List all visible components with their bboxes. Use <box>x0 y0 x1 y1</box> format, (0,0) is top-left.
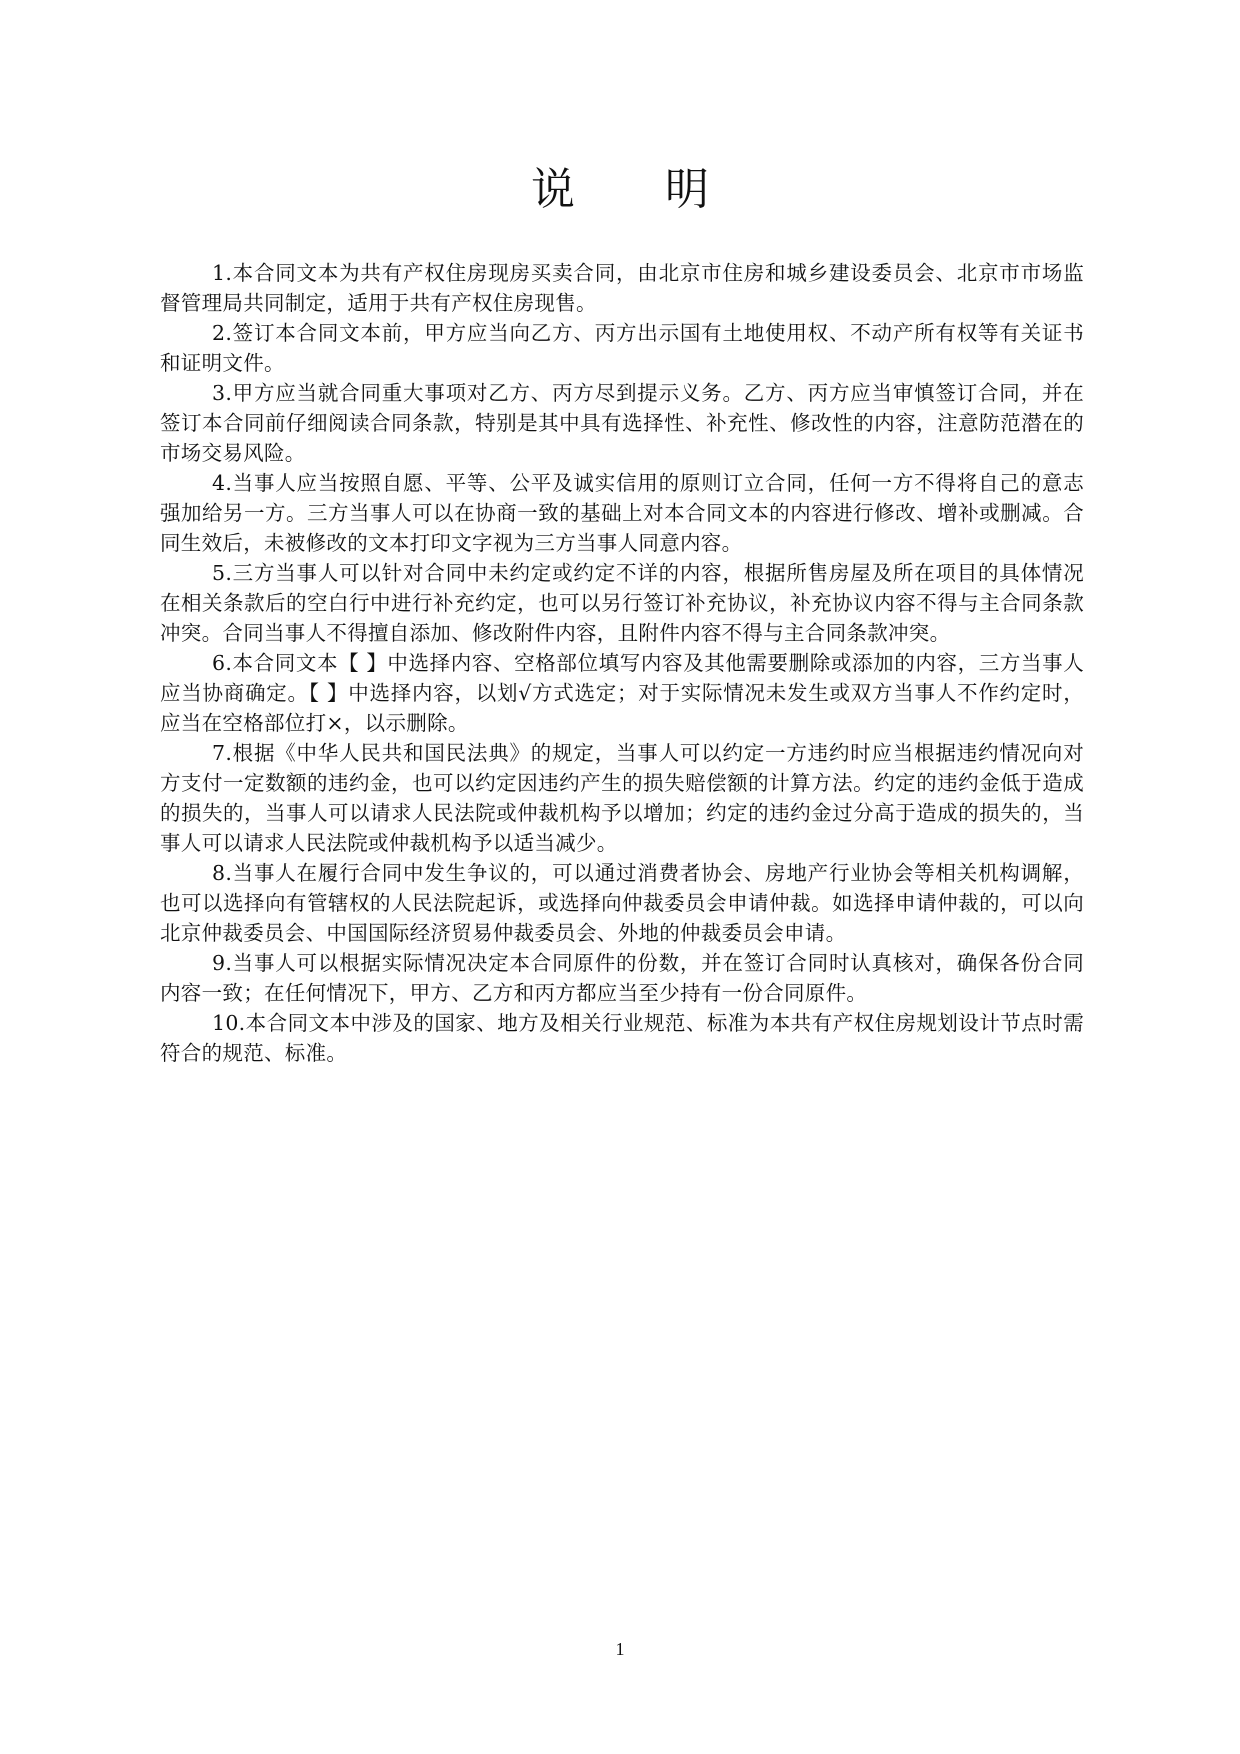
instruction-item-2: 2.签订本合同文本前，甲方应当向乙方、丙方出示国有土地使用权、不动产所有权等有关证书和证明文件。 <box>160 321 1084 375</box>
instruction-item-10: 10.本合同文本中涉及的国家、地方及相关行业规范、标准为本共有产权住房规划设计节点时需符合的规范、标准。 <box>160 1011 1084 1065</box>
instruction-item-8: 8.当事人在履行合同中发生争议的，可以通过消费者协会、房地产行业协会等相关机构调解，也可以选择向有管辖权的人民法院起诉，或选择向仲裁委员会申请仲裁。如选择申请仲裁的，可以向北京仲裁委员会、中国国际经济贸易仲裁委员会、外地的仲裁委员会申请。 <box>160 861 1084 945</box>
instruction-item-6: 6.本合同文本【 】中选择内容、空格部位填写内容及其他需要删除或添加的内容，三方当事人应当协商确定。【 】中选择内容，以划√方式选定；对于实际情况未发生或双方当事人不作约定时，应当在空格部位打×，以示删除。 <box>160 651 1084 735</box>
instructions-list <box>160 258 1084 1068</box>
instruction-item-4: 4.当事人应当按照自愿、平等、公平及诚实信用的原则订立合同，任何一方不得将自己的意志强加给另一方。三方当事人可以在协商一致的基础上对本合同文本的内容进行修改、增补或删减。合同生效后，未被修改的文本打印文字视为三方当事人同意内容。 <box>160 471 1084 555</box>
instruction-item-1: 1.本合同文本为共有产权住房现房买卖合同，由北京市住房和城乡建设委员会、北京市市场监督管理局共同制定，适用于共有产权住房现售。 <box>160 261 1084 315</box>
instruction-item-7: 7.根据《中华人民共和国民法典》的规定，当事人可以约定一方违约时应当根据违约情况向对方支付一定数额的违约金，也可以约定因违约产生的损失赔偿额的计算方法。约定的违约金低于造成的损失的，当事人可以请求人民法院或仲裁机构予以增加；约定的违约金过分高于造成的损失的，当事人可以请求人民法院或仲裁机构予以适当减少。 <box>160 741 1084 855</box>
document-title: 说 明 <box>531 164 747 215</box>
instruction-item-9: 9.当事人可以根据实际情况决定本合同原件的份数，并在签订合同时认真核对，确保各份合同内容一致；在任何情况下，甲方、乙方和丙方都应当至少持有一份合同原件。 <box>160 951 1084 1005</box>
page-number: 1 <box>615 1639 625 1659</box>
instruction-item-5: 5.三方当事人可以针对合同中未约定或约定不详的内容，根据所售房屋及所在项目的具体情况在相关条款后的空白行中进行补充约定，也可以另行签订补充协议，补充协议内容不得与主合同条款冲突。合同当事人不得擅自添加、修改附件内容，且附件内容不得与主合同条款冲突。 <box>160 561 1084 645</box>
instruction-item-3: 3.甲方应当就合同重大事项对乙方、丙方尽到提示义务。乙方、丙方应当审慎签订合同，并在签订本合同前仔细阅读合同条款，特别是其中具有选择性、补充性、修改性的内容，注意防范潜在的市场交易风险。 <box>160 381 1084 465</box>
